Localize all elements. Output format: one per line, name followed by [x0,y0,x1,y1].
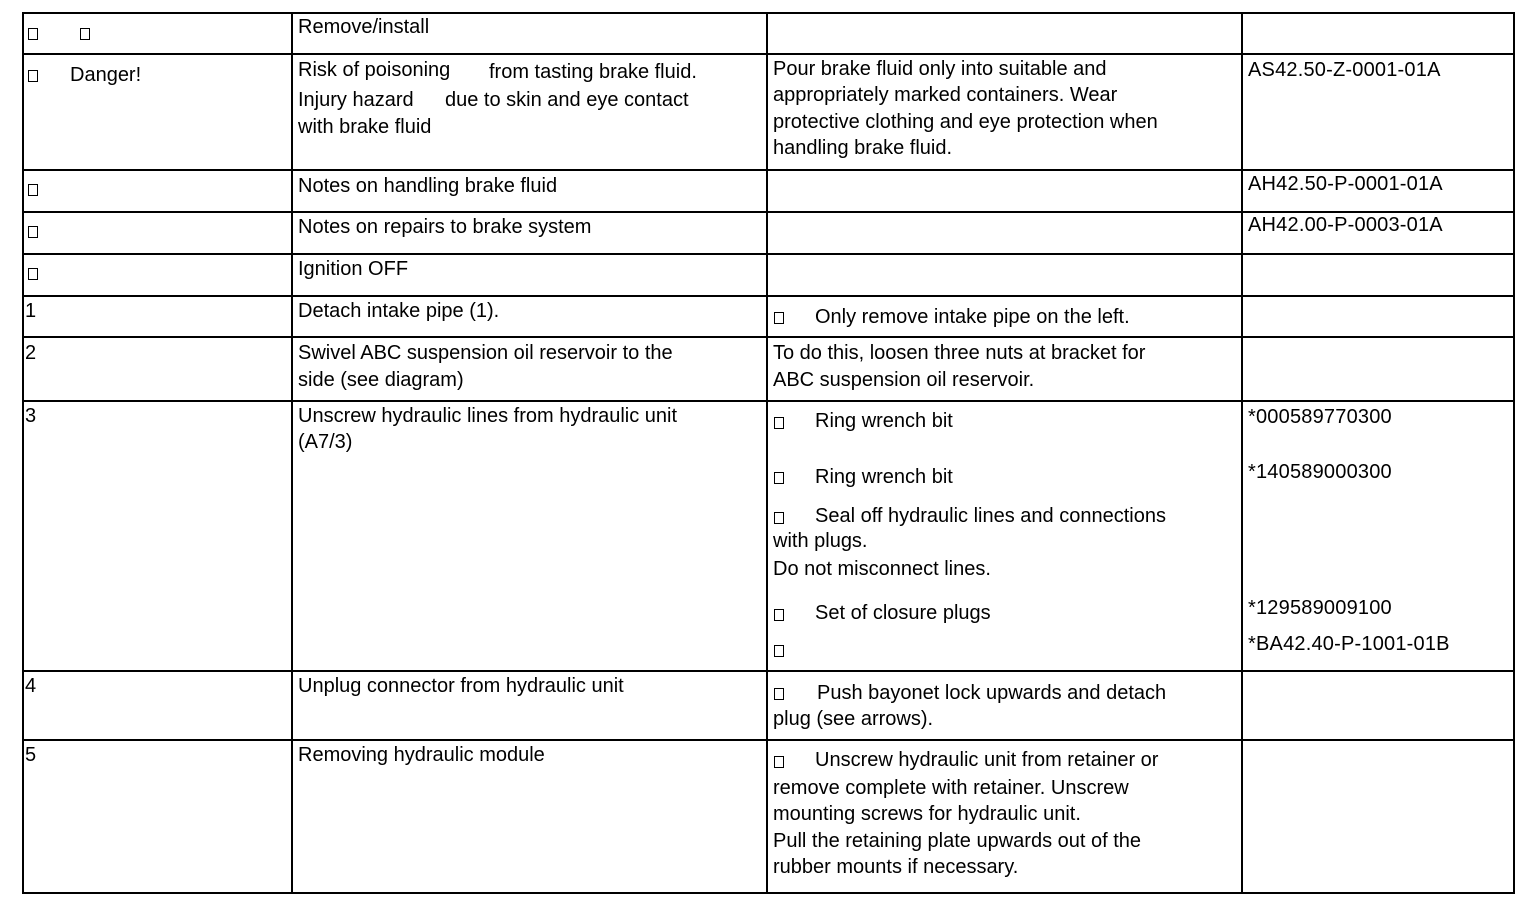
tool-icon [774,601,784,627]
instruction-text: plug (see arrows). [773,708,934,730]
step-text: Unplug connector from hydraulic unit [298,675,624,697]
tool-icon [774,409,784,435]
step-text: side (see diagram) [298,369,464,391]
instruction-text: Only remove intake pipe on the left. [815,306,1130,328]
danger-label: Danger! [70,64,142,86]
column-divider [766,12,768,894]
hazard-text: Risk of poisoning [298,59,451,81]
checkbox-icon [80,20,90,46]
instruction-text: Pull the retaining plate upwards out of the [773,830,1142,852]
checkbox-icon [28,260,38,286]
step-number: 2 [25,342,37,364]
tool-text: Set of closure plugs [815,602,991,624]
instruction-text: remove complete with retainer. Unscrew [773,777,1129,799]
hazard-text: with brake fluid [298,116,432,138]
column-divider [291,12,293,894]
reference-code: AH42.00-P-0003-01A [1248,214,1443,236]
note-icon [774,680,784,706]
instruction-text: Unscrew hydraulic unit from retainer or [815,749,1159,771]
table-border-top [22,12,1515,14]
instruction-text: handling brake fluid. [773,137,953,159]
row-divider [22,53,1515,55]
tool-part-number: *000589770300 [1248,406,1392,428]
column-divider [1241,12,1243,894]
instruction-text: protective clothing and eye protection when [773,111,1158,133]
tool-part-number: *140589000300 [1248,461,1392,483]
checkbox-icon [774,304,784,330]
step-text: Notes on handling brake fluid [298,175,558,197]
tool-part-number: *129589009100 [1248,597,1392,619]
step-text: Swivel ABC suspension oil reservoir to the [298,342,673,364]
checkbox-icon [28,176,38,202]
procedure-table [22,12,1515,894]
row-divider [22,670,1515,672]
checkbox-icon [28,20,38,46]
instruction-text: appropriately marked containers. Wear [773,84,1118,106]
instruction-text: Pour brake fluid only into suitable and [773,58,1107,80]
tool-icon [774,464,784,490]
instruction-text: Push bayonet lock upwards and detach [817,682,1167,704]
row-title: Remove/install [298,16,430,38]
checkbox-icon [28,218,38,244]
table-border-left [22,12,24,894]
instruction-text: mounting screws for hydraulic unit. [773,803,1081,825]
note-icon [774,504,784,530]
row-divider [22,400,1515,402]
table-border-right [1513,12,1515,894]
reference-code: *BA42.40-P-1001-01B [1248,633,1450,655]
warning-icon [28,62,38,88]
row-divider [22,295,1515,297]
instruction-text: Seal off hydraulic lines and connections [815,505,1166,527]
instruction-text: Do not misconnect lines. [773,558,991,580]
row-divider [22,336,1515,338]
tool-text: Ring wrench bit [815,466,953,488]
step-text: (A7/3) [298,431,353,453]
step-text: Removing hydraulic module [298,744,545,766]
step-text: Detach intake pipe (1). [298,300,500,322]
hazard-text: from tasting brake fluid. [489,61,697,83]
hazard-text: due to skin and eye contact [445,89,689,111]
row-divider [22,253,1515,255]
row-divider [22,739,1515,741]
step-text: Unscrew hydraulic lines from hydraulic unit [298,405,678,427]
instruction-text: with plugs. [773,530,868,552]
step-number: 1 [25,300,37,322]
step-number: 3 [25,405,37,427]
reference-code: AH42.50-P-0001-01A [1248,173,1443,195]
reference-code: AS42.50-Z-0001-01A [1248,59,1441,81]
note-icon [774,748,784,774]
hazard-text: Injury hazard [298,89,414,111]
step-text: Notes on repairs to brake system [298,216,592,238]
tool-text: Ring wrench bit [815,410,953,432]
step-number: 4 [25,675,37,697]
instruction-text: ABC suspension oil reservoir. [773,369,1035,391]
instruction-text: rubber mounts if necessary. [773,856,1019,878]
instruction-text: To do this, loosen three nuts at bracket for [773,342,1146,364]
step-number: 5 [25,744,37,766]
step-text: Ignition OFF [298,258,409,280]
document-icon [774,637,784,663]
table-border-bottom [22,892,1515,894]
